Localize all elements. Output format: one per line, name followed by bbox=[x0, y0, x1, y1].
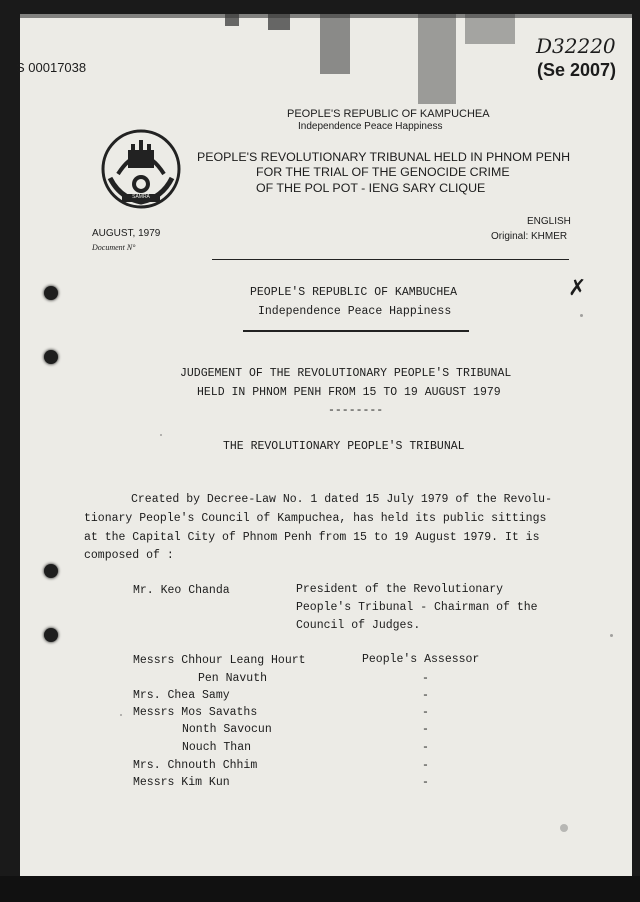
paragraph-line4: composed of : bbox=[84, 549, 174, 562]
page-id: S 00017038 bbox=[16, 60, 87, 75]
archive-code: D32220 bbox=[536, 34, 616, 58]
paragraph-line1: Created by Decree-Law No. 1 dated 15 July 1979 of the Revolu- bbox=[131, 493, 552, 506]
document-number-label: Document N° bbox=[92, 243, 136, 252]
header-motto: Independence Peace Happiness bbox=[298, 121, 443, 132]
speck bbox=[580, 314, 583, 317]
president-role-line3: Council of Judges. bbox=[296, 619, 421, 632]
member-name: Nouch Than bbox=[182, 741, 252, 754]
speck bbox=[560, 824, 568, 832]
judgement-title-line2: HELD IN PHNOM PENH FROM 15 TO 19 AUGUST 1979 bbox=[197, 386, 501, 399]
president-name: Mr. Keo Chanda bbox=[133, 584, 230, 597]
body-republic: PEOPLE'S REPUBLIC OF KAMBUCHEA bbox=[250, 286, 458, 299]
scan-bottom-edge bbox=[0, 876, 640, 902]
top-stain-6 bbox=[20, 14, 632, 18]
member-name: Messrs Chhour Leang Hourt bbox=[133, 654, 306, 667]
member-role: - bbox=[422, 776, 429, 789]
body-motto: Independence Peace Happiness bbox=[258, 305, 452, 318]
member-name: Messrs Mos Savaths bbox=[133, 706, 258, 719]
member-role: - bbox=[422, 706, 429, 719]
header-divider bbox=[212, 259, 569, 260]
member-name: Mrs. Chnouth Chhim bbox=[133, 759, 258, 772]
member-name: Pen Navuth bbox=[198, 672, 268, 685]
member-name: Messrs Kim Kun bbox=[133, 776, 230, 789]
archive-sub: (Se 2007) bbox=[537, 60, 617, 80]
member-role: - bbox=[422, 741, 429, 754]
emblem-ribbon: SAMRA bbox=[132, 194, 150, 200]
member-role: - bbox=[422, 759, 429, 772]
paragraph-line3: at the Capital City of Phnom Penh from 15 to 19 August 1979. It is bbox=[84, 531, 540, 544]
tribunal-title: THE REVOLUTIONARY PEOPLE'S TRIBUNAL bbox=[223, 440, 465, 453]
president-role-line1: President of the Revolutionary bbox=[296, 583, 504, 596]
president-role-line2: People's Tribunal - Chairman of the bbox=[296, 601, 538, 614]
punch-hole bbox=[44, 564, 58, 578]
handwritten-mark: ✗ bbox=[568, 276, 587, 301]
tribunal-heading-line1: PEOPLE'S REVOLUTIONARY TRIBUNAL HELD IN PHNOM PENH bbox=[197, 150, 571, 164]
body-title-divider bbox=[243, 330, 469, 332]
member-name: Mrs. Chea Samy bbox=[133, 689, 230, 702]
top-stain-3 bbox=[320, 14, 350, 74]
top-stain-5 bbox=[465, 14, 515, 44]
top-stain-4 bbox=[418, 14, 456, 104]
punch-hole bbox=[44, 350, 58, 364]
speck bbox=[120, 714, 122, 716]
speck bbox=[160, 434, 162, 436]
paragraph-line2: tionary People's Council of Kampuchea, has held its public sittings bbox=[84, 512, 547, 525]
member-role: - bbox=[422, 723, 429, 736]
member-role: - bbox=[422, 672, 429, 685]
member-role: - bbox=[422, 689, 429, 702]
tribunal-heading-line3: OF THE POL POT - IENG SARY CLIQUE bbox=[256, 181, 486, 195]
judgement-title-line1: JUDGEMENT OF THE REVOLUTIONARY PEOPLE'S TRIBUNAL bbox=[180, 367, 512, 380]
punch-hole bbox=[44, 286, 58, 300]
header-republic: PEOPLE'S REPUBLIC OF KAMPUCHEA bbox=[287, 108, 490, 120]
header-date: AUGUST, 1979 bbox=[92, 228, 161, 239]
dash-separator: -------- bbox=[328, 404, 384, 417]
speck bbox=[610, 634, 613, 637]
state-emblem bbox=[100, 128, 182, 210]
member-name: Nonth Savocun bbox=[182, 723, 272, 736]
language-label: ENGLISH bbox=[527, 216, 571, 227]
punch-hole bbox=[44, 628, 58, 642]
tribunal-heading-line2: FOR THE TRIAL OF THE GENOCIDE CRIME bbox=[256, 165, 510, 179]
original-language: Original: KHMER bbox=[491, 231, 568, 242]
assessor-heading: People's Assessor bbox=[362, 653, 480, 666]
